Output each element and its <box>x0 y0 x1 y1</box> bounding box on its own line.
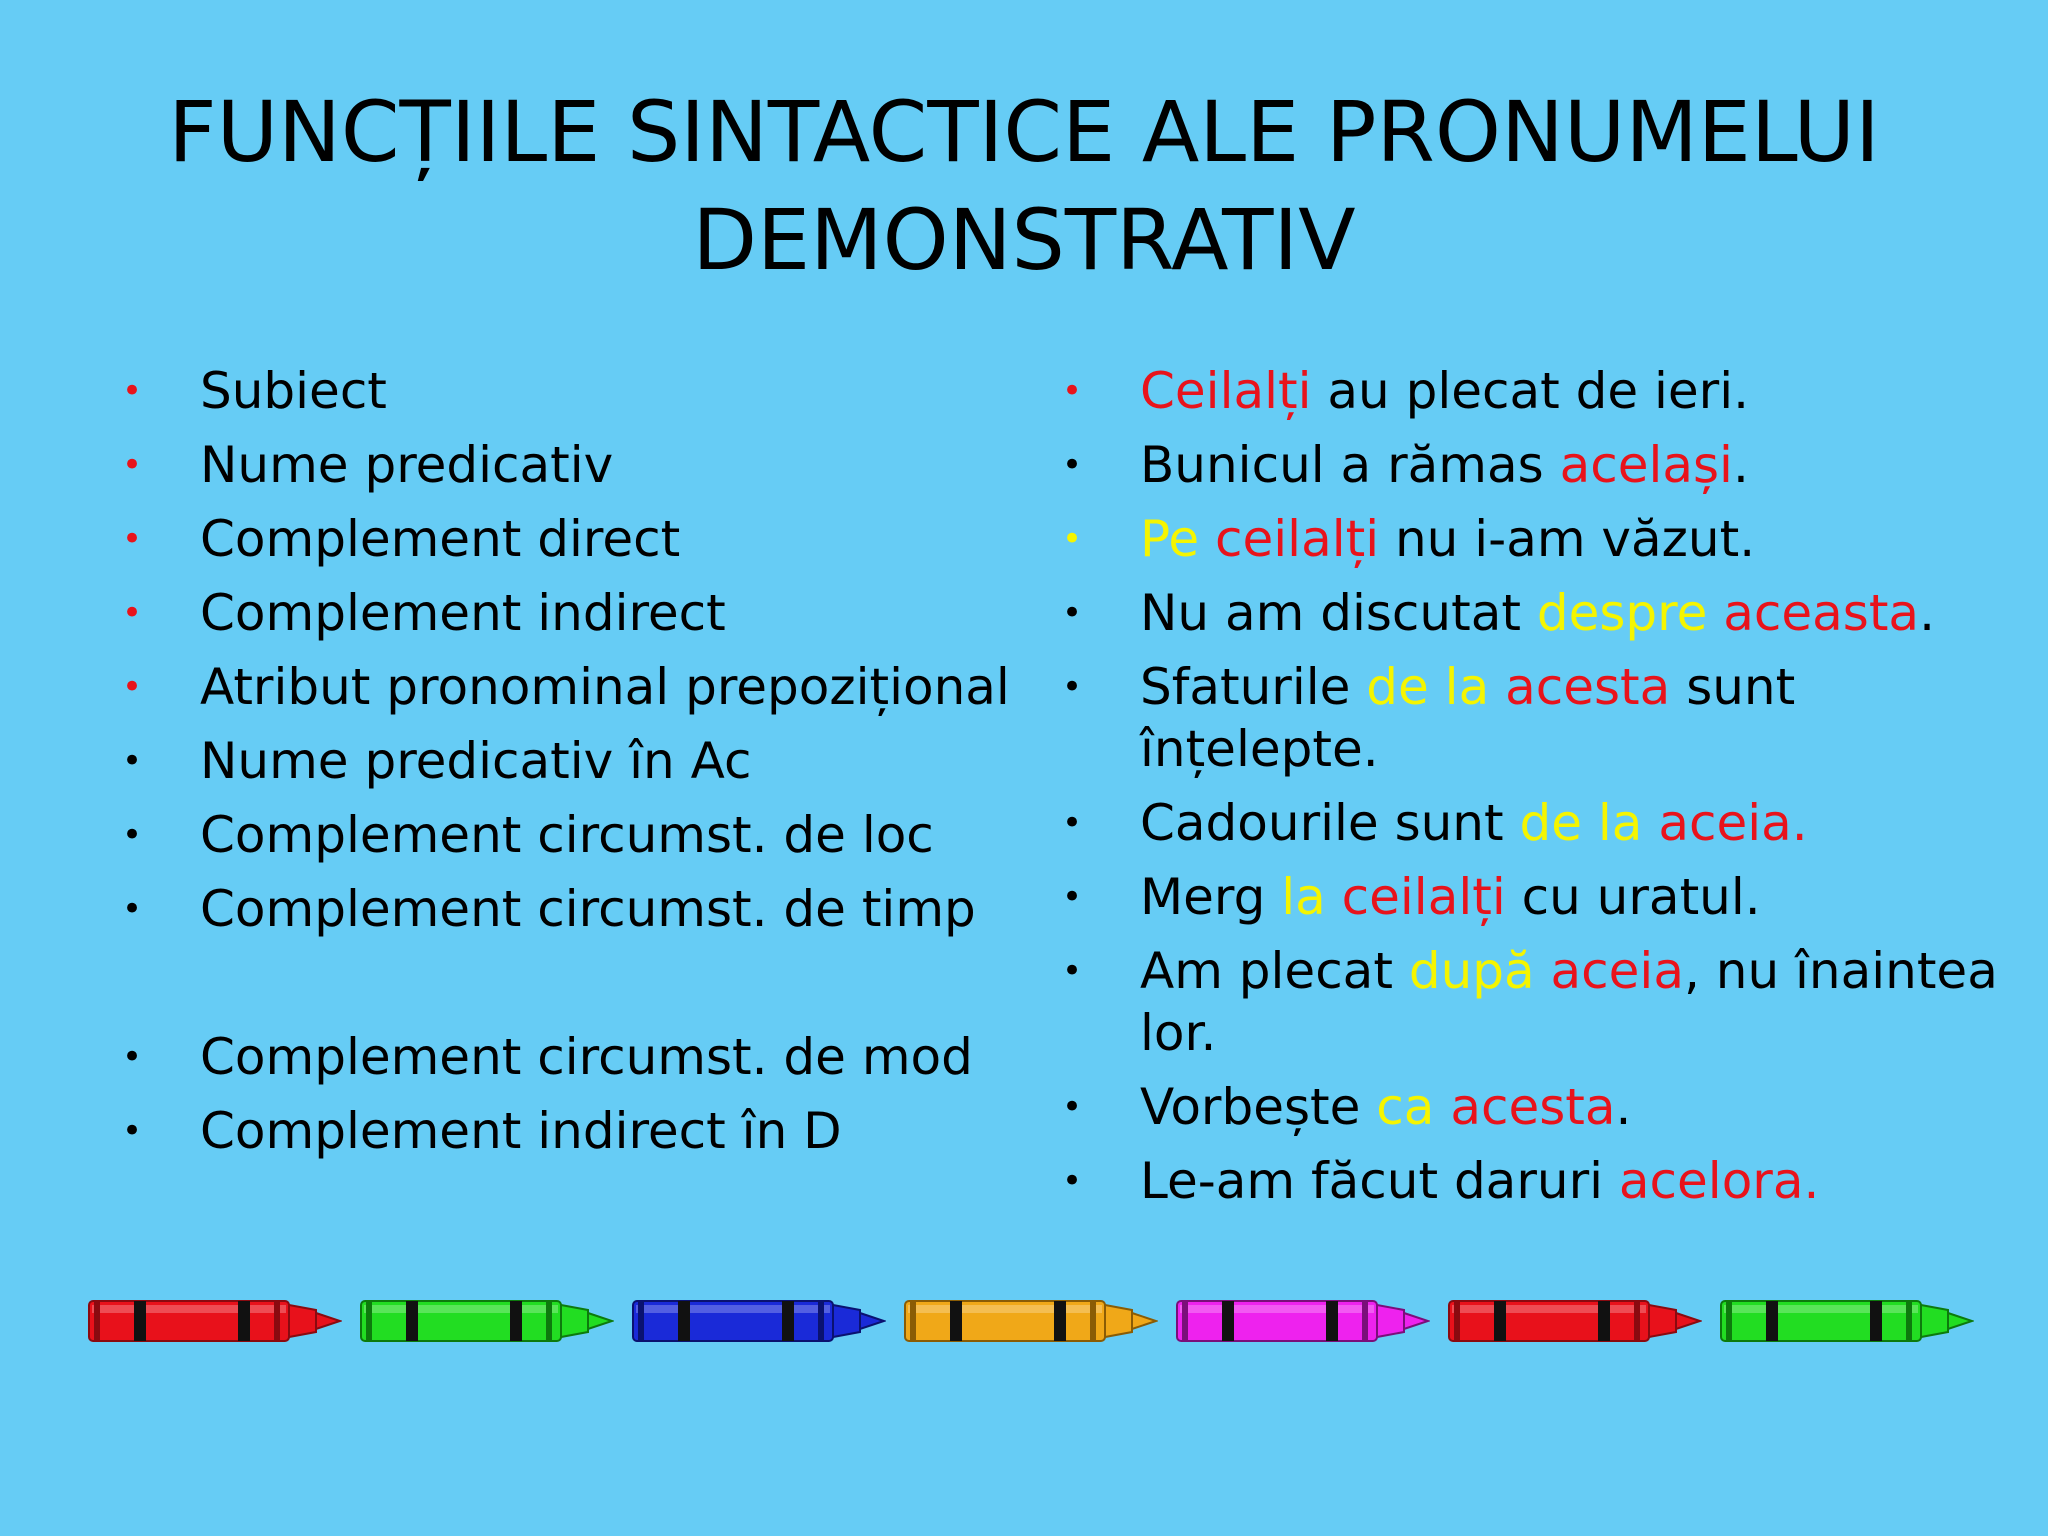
function-label: Nume predicativ <box>200 436 614 494</box>
example-segment: ca <box>1376 1078 1451 1136</box>
bullet-icon: • <box>1061 1161 1083 1201</box>
functions-list <box>120 360 1020 1174</box>
bullet-icon: • <box>1061 445 1083 485</box>
bullet-icon: • <box>121 445 143 485</box>
function-label: Complement circumst. de loc <box>200 806 934 864</box>
example-item <box>1060 508 2020 570</box>
crayon-icon <box>88 1296 342 1346</box>
example-item <box>1060 1150 2020 1212</box>
example-segment: . <box>1919 584 1935 642</box>
bullet-icon: • <box>121 519 143 559</box>
function-label: Complement indirect <box>200 584 726 642</box>
bullet-icon: • <box>121 593 143 633</box>
example-segment: ceilalți <box>1341 868 1506 926</box>
example-segment: acesta <box>1505 658 1671 716</box>
function-item <box>120 878 1020 940</box>
example-segment: acesta <box>1450 1078 1616 1136</box>
function-item <box>120 360 1020 422</box>
crayon-icon <box>1176 1296 1430 1346</box>
function-label: Atribut pronominal prepozițional <box>200 658 1010 716</box>
example-item <box>1060 656 2020 780</box>
example-segment: Le-am făcut daruri <box>1140 1152 1619 1210</box>
function-label: Complement circumst. de mod <box>200 1028 973 1086</box>
bullet-icon: • <box>121 1111 143 1151</box>
example-segment: de la <box>1366 658 1506 716</box>
example-segment: Bunicul a rămas <box>1140 436 1560 494</box>
crayon-row <box>88 1296 1978 1346</box>
bullet-icon: • <box>1061 667 1083 707</box>
function-item <box>120 730 1020 792</box>
example-segment: nu i-am văzut. <box>1379 510 1756 568</box>
example-segment: la <box>1281 868 1342 926</box>
bullet-icon: • <box>1061 877 1083 917</box>
example-segment: de la <box>1519 794 1659 852</box>
example-item <box>1060 360 2020 422</box>
example-segment: aceasta <box>1723 584 1920 642</box>
function-label: Complement indirect în D <box>200 1102 842 1160</box>
example-segment: au plecat de ieri. <box>1311 362 1750 420</box>
function-item <box>120 656 1020 718</box>
function-item <box>120 434 1020 496</box>
function-label: Complement direct <box>200 510 681 568</box>
example-segment: Vorbește <box>1140 1078 1377 1136</box>
example-segment: despre <box>1536 584 1724 642</box>
examples-list <box>1060 360 2020 1224</box>
example-segment: Merg <box>1140 868 1282 926</box>
example-item <box>1060 434 2020 496</box>
bullet-icon: • <box>121 815 143 855</box>
example-item <box>1060 866 2020 928</box>
function-item <box>120 1100 1020 1162</box>
example-item <box>1060 1076 2020 1138</box>
bullet-icon: • <box>1061 519 1083 559</box>
function-item <box>120 1026 1020 1088</box>
example-item <box>1060 940 2020 1064</box>
function-label: Complement circumst. de timp <box>200 880 976 938</box>
example-segment: după <box>1408 942 1551 1000</box>
example-segment: aceia <box>1550 942 1684 1000</box>
function-item <box>120 582 1020 644</box>
bullet-icon: • <box>1061 803 1083 843</box>
function-item <box>120 804 1020 866</box>
example-segment: aceia. <box>1658 794 1808 852</box>
title-line-2: DEMONSTRATIV <box>692 191 1356 289</box>
example-item <box>1060 792 2020 854</box>
example-item <box>1060 582 2020 644</box>
example-segment: Am plecat <box>1140 942 1409 1000</box>
bullet-icon: • <box>121 371 143 411</box>
bullet-icon: • <box>121 889 143 929</box>
example-segment: Cadourile sunt <box>1140 794 1520 852</box>
example-segment: . <box>1732 436 1749 494</box>
crayon-icon <box>632 1296 886 1346</box>
function-label: Subiect <box>200 362 387 420</box>
bullet-icon: • <box>1061 1087 1083 1127</box>
example-segment: ceilalți <box>1215 510 1380 568</box>
example-segment: Ceilalți <box>1140 362 1312 420</box>
title-line-1: FUNCȚIILE SINTACTICE ALE PRONUMELUI <box>168 83 1880 181</box>
page-title <box>0 78 2048 294</box>
bullet-icon: • <box>121 741 143 781</box>
bullet-icon: • <box>1061 951 1083 991</box>
crayon-icon <box>1448 1296 1702 1346</box>
example-segment: Sfaturile <box>1140 658 1367 716</box>
example-segment: Pe <box>1140 510 1216 568</box>
example-segment: același <box>1559 436 1733 494</box>
function-label: Nume predicativ în Ac <box>200 732 752 790</box>
bullet-icon: • <box>1061 371 1083 411</box>
function-item <box>120 508 1020 570</box>
crayon-icon <box>904 1296 1158 1346</box>
bullet-icon: • <box>121 1037 143 1077</box>
example-segment: cu uratul. <box>1505 868 1761 926</box>
example-segment: , nu înaintea lor. <box>1140 942 1998 1062</box>
crayon-icon <box>360 1296 614 1346</box>
example-segment: Nu am discutat <box>1140 584 1537 642</box>
crayon-icon <box>1720 1296 1974 1346</box>
bullet-icon: • <box>1061 593 1083 633</box>
example-segment: . <box>1615 1078 1632 1136</box>
example-segment: acelora. <box>1618 1152 1820 1210</box>
bullet-icon: • <box>121 667 143 707</box>
example-segment: sunt înțelepte. <box>1140 658 1796 778</box>
